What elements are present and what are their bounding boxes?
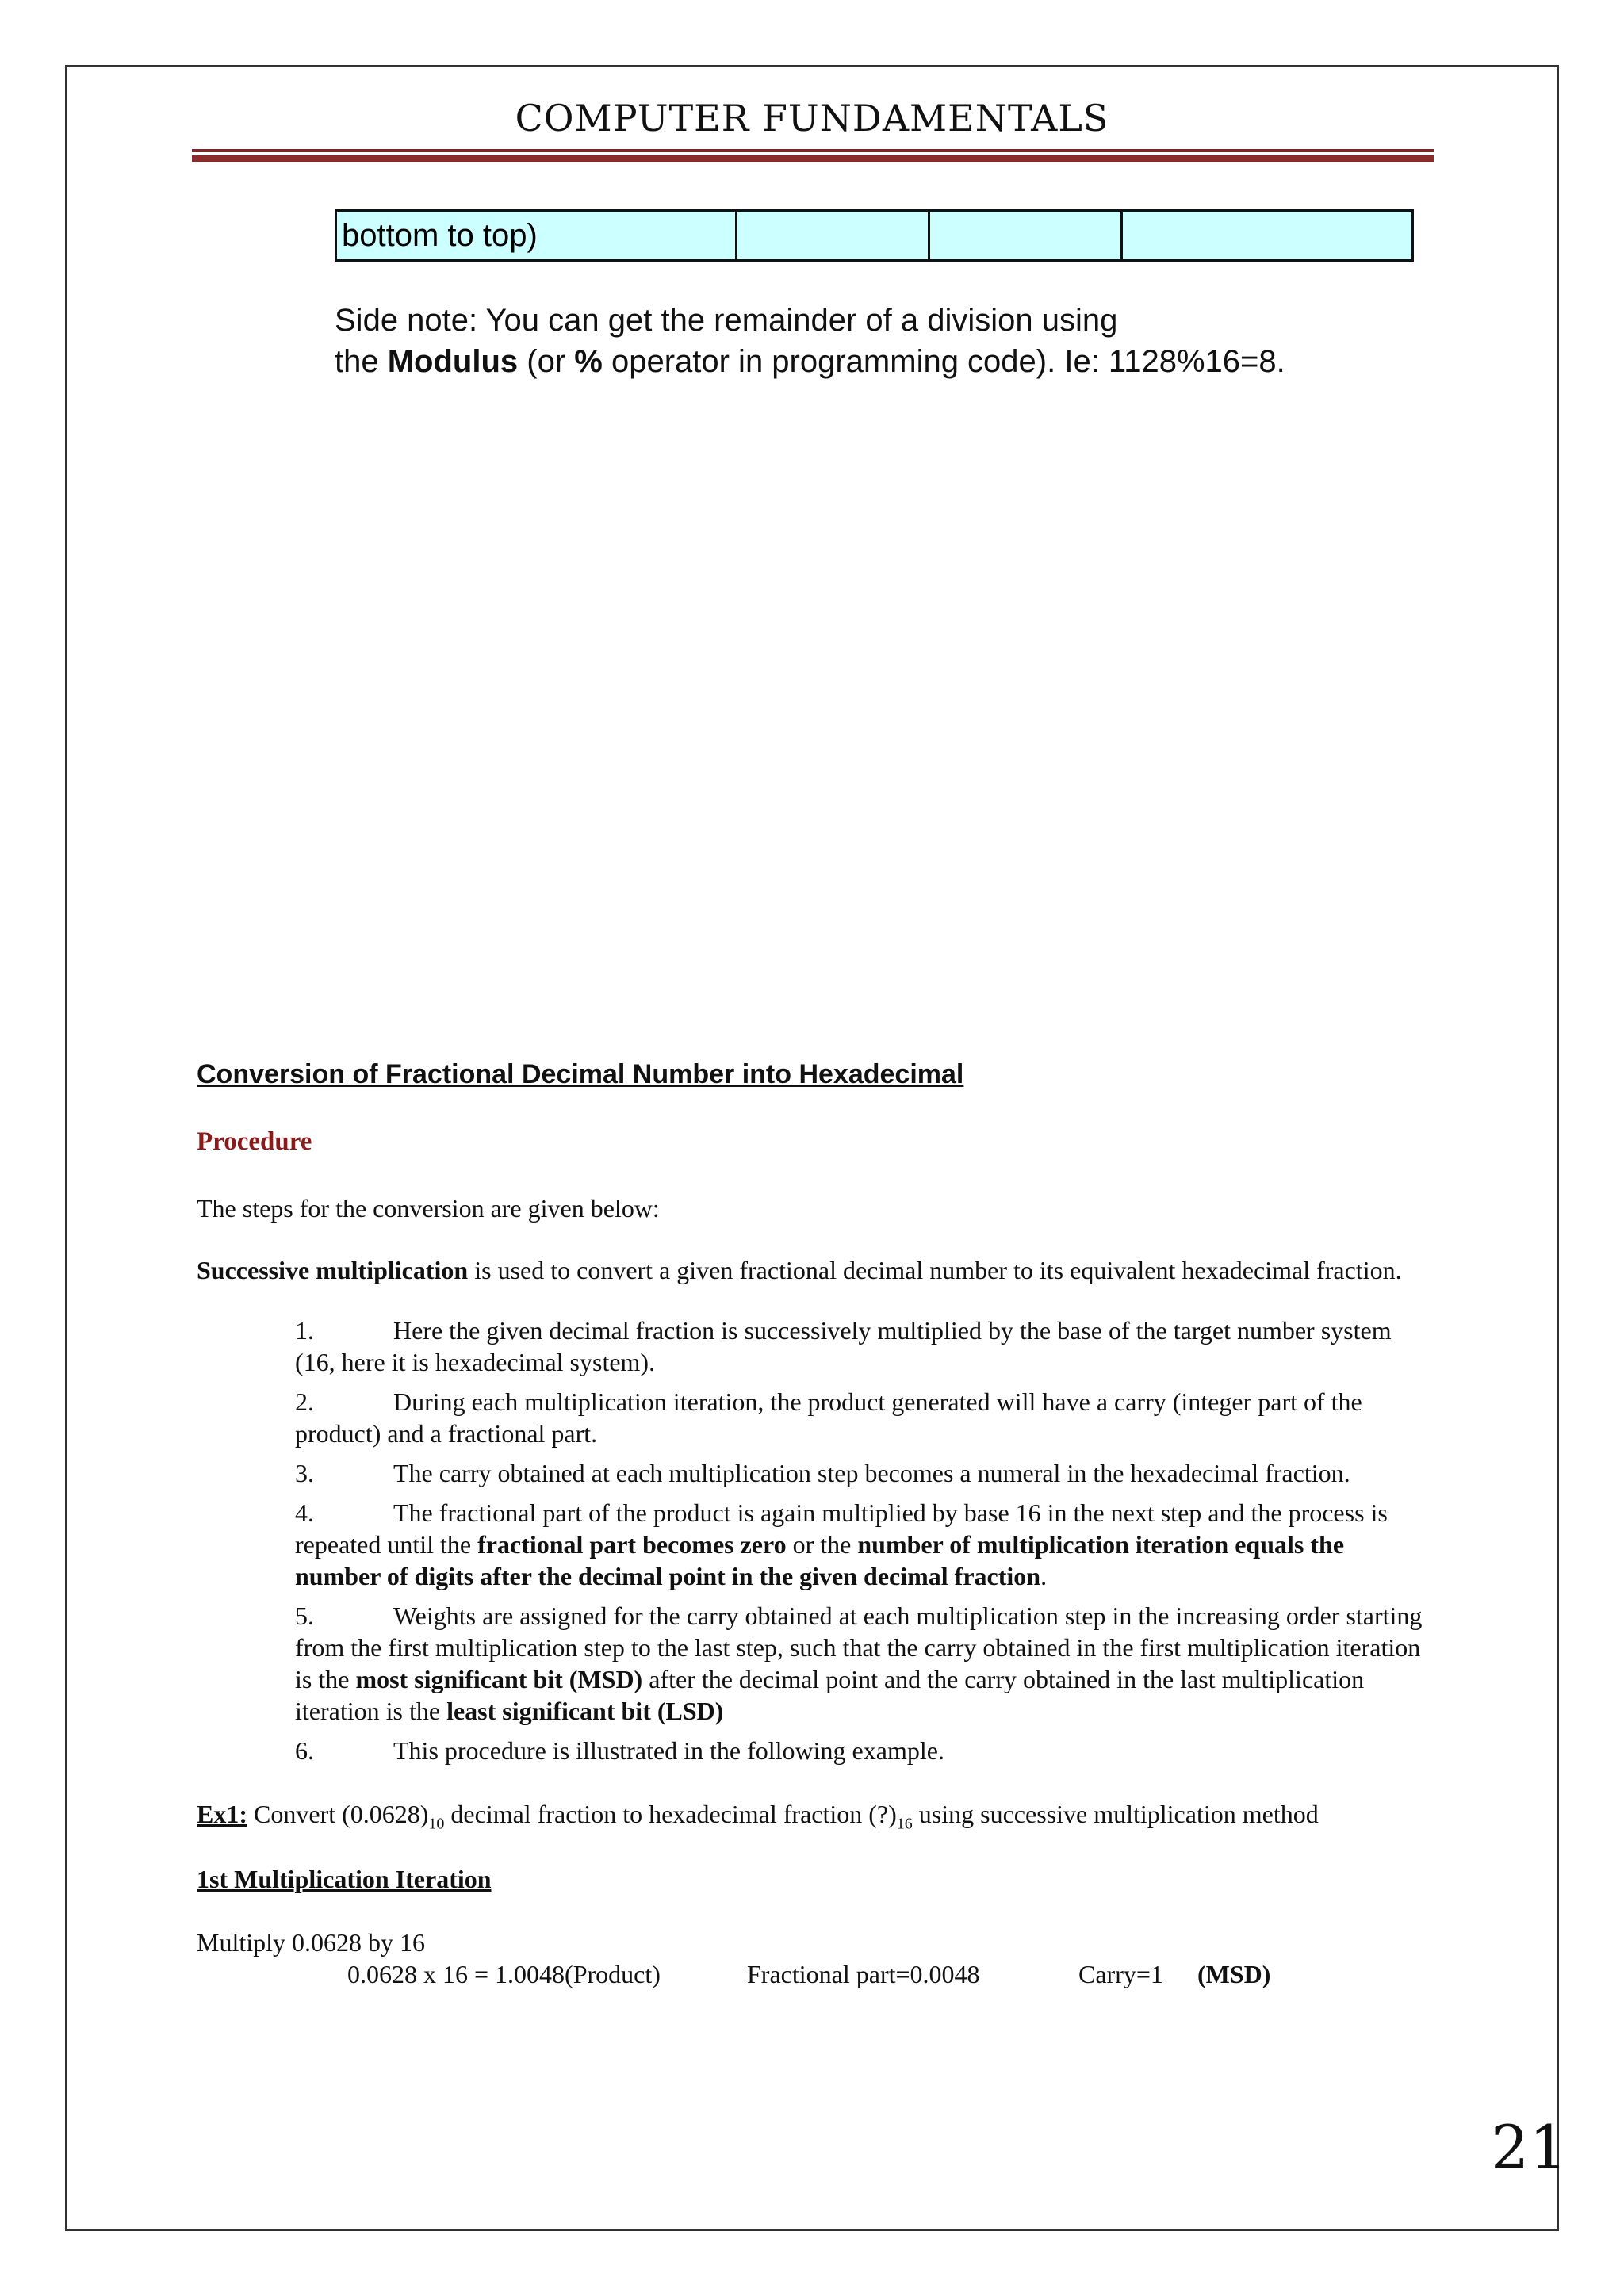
step-number: 4.: [295, 1498, 314, 1527]
step-number: 1.: [295, 1316, 314, 1345]
example-label: Ex1:: [197, 1800, 247, 1828]
step-text: after the decimal point and the carry obtained in the last multiplication iteration is the: [295, 1665, 1365, 1725]
fractional-part-text: Fractional part=0.0048: [747, 1960, 980, 1988]
base-subscript: 16: [896, 1815, 913, 1833]
text-run: decimal fraction to hexadecimal fraction (?): [444, 1800, 897, 1828]
step-text: This procedure is illustrated in the following example.: [393, 1736, 944, 1765]
step-text: Here the given decimal fraction is successively multiplied by the base of the target number system (16, here it is hexadecimal system).: [295, 1316, 1392, 1376]
header-title: COMPUTER FUNDAMENTALS: [515, 97, 1109, 140]
table-cell: [737, 211, 929, 261]
intro-text: The steps for the conversion are given below:: [197, 1194, 660, 1223]
step-text: Weights are assigned for the carry obtained at each multiplication step in the increasing order starting from the first multiplication step to the last step, such that the carry obtained in the first multiplication iteration is the: [295, 1601, 1423, 1693]
procedure-heading: Procedure: [197, 1127, 312, 1156]
step-text: .: [1040, 1562, 1048, 1590]
step-number: 6.: [295, 1736, 314, 1765]
step-emphasis: most significant bit (MSD): [355, 1665, 643, 1693]
step-number: 3.: [295, 1459, 314, 1487]
list-item: [295, 1600, 1429, 1727]
list-item: [295, 1497, 1429, 1592]
example-line: [197, 1800, 1319, 1833]
text-run: operator in programming code). Ie: 1128%16=8.: [602, 344, 1285, 379]
method-paragraph: [197, 1254, 1418, 1286]
side-note-line2: [335, 341, 1445, 382]
text-run: Convert (0.0628): [247, 1800, 429, 1828]
list-item: [295, 1457, 1429, 1489]
step-number: 5.: [295, 1601, 314, 1630]
side-note: [335, 300, 1445, 382]
product-text: 0.0628 x 16 = 1.0048(Product): [347, 1960, 661, 1988]
step-emphasis: least significant bit (LSD): [446, 1697, 724, 1725]
list-item: [295, 1386, 1429, 1449]
table-cell: [1122, 211, 1413, 261]
iteration-heading: 1st Multiplication Iteration: [197, 1865, 492, 1893]
msd-label: (MSD): [1197, 1960, 1271, 1988]
table-cell: [929, 211, 1122, 261]
header-rule-thick: [192, 155, 1434, 162]
step-number: 2.: [295, 1387, 314, 1416]
text-run: using successive multiplication method: [912, 1800, 1319, 1828]
method-term: Successive multiplication: [197, 1256, 469, 1284]
list-item: [295, 1735, 1429, 1766]
modulus-term: Modulus: [387, 344, 519, 379]
base-subscript: 10: [428, 1815, 445, 1833]
list-item: [295, 1314, 1429, 1378]
text-run: (or: [518, 344, 575, 379]
table-cell: bottom to top): [336, 211, 737, 261]
multiply-instruction: Multiply 0.0628 by 16: [197, 1928, 426, 1957]
step-text: or the: [786, 1530, 858, 1559]
header-rule: [192, 149, 1434, 152]
section-title: Conversion of Fractional Decimal Number into Hexadecimal: [197, 1059, 964, 1089]
continuation-table: [335, 209, 1414, 262]
step-emphasis: number of multiplication iteration equals the number of digits after the decimal point in the given decimal fraction: [295, 1530, 1345, 1590]
step-emphasis: fractional part becomes zero: [477, 1530, 787, 1559]
table-row: [336, 211, 1413, 261]
step-text: The carry obtained at each multiplication step becomes a numeral in the hexadecimal fraction.: [393, 1459, 1350, 1487]
page-number: 21: [1491, 2112, 1568, 2183]
percent-operator: %: [574, 344, 603, 379]
step-text: The fractional part of the product is again multiplied by base 16 in the next step and the process is repeated until the: [295, 1498, 1388, 1559]
carry-text: Carry=1: [1078, 1960, 1163, 1988]
side-note-line1: Side note: You can get the remainder of a division using: [335, 303, 1118, 338]
text-run: is used to convert a given fractional decimal number to its equivalent hexadecimal fraction.: [468, 1256, 1402, 1284]
text-run: the: [335, 344, 388, 379]
step-text: During each multiplication iteration, the product generated will have a carry (integer part of the product) and a fractional part.: [295, 1387, 1362, 1448]
steps-list: [295, 1314, 1429, 1774]
